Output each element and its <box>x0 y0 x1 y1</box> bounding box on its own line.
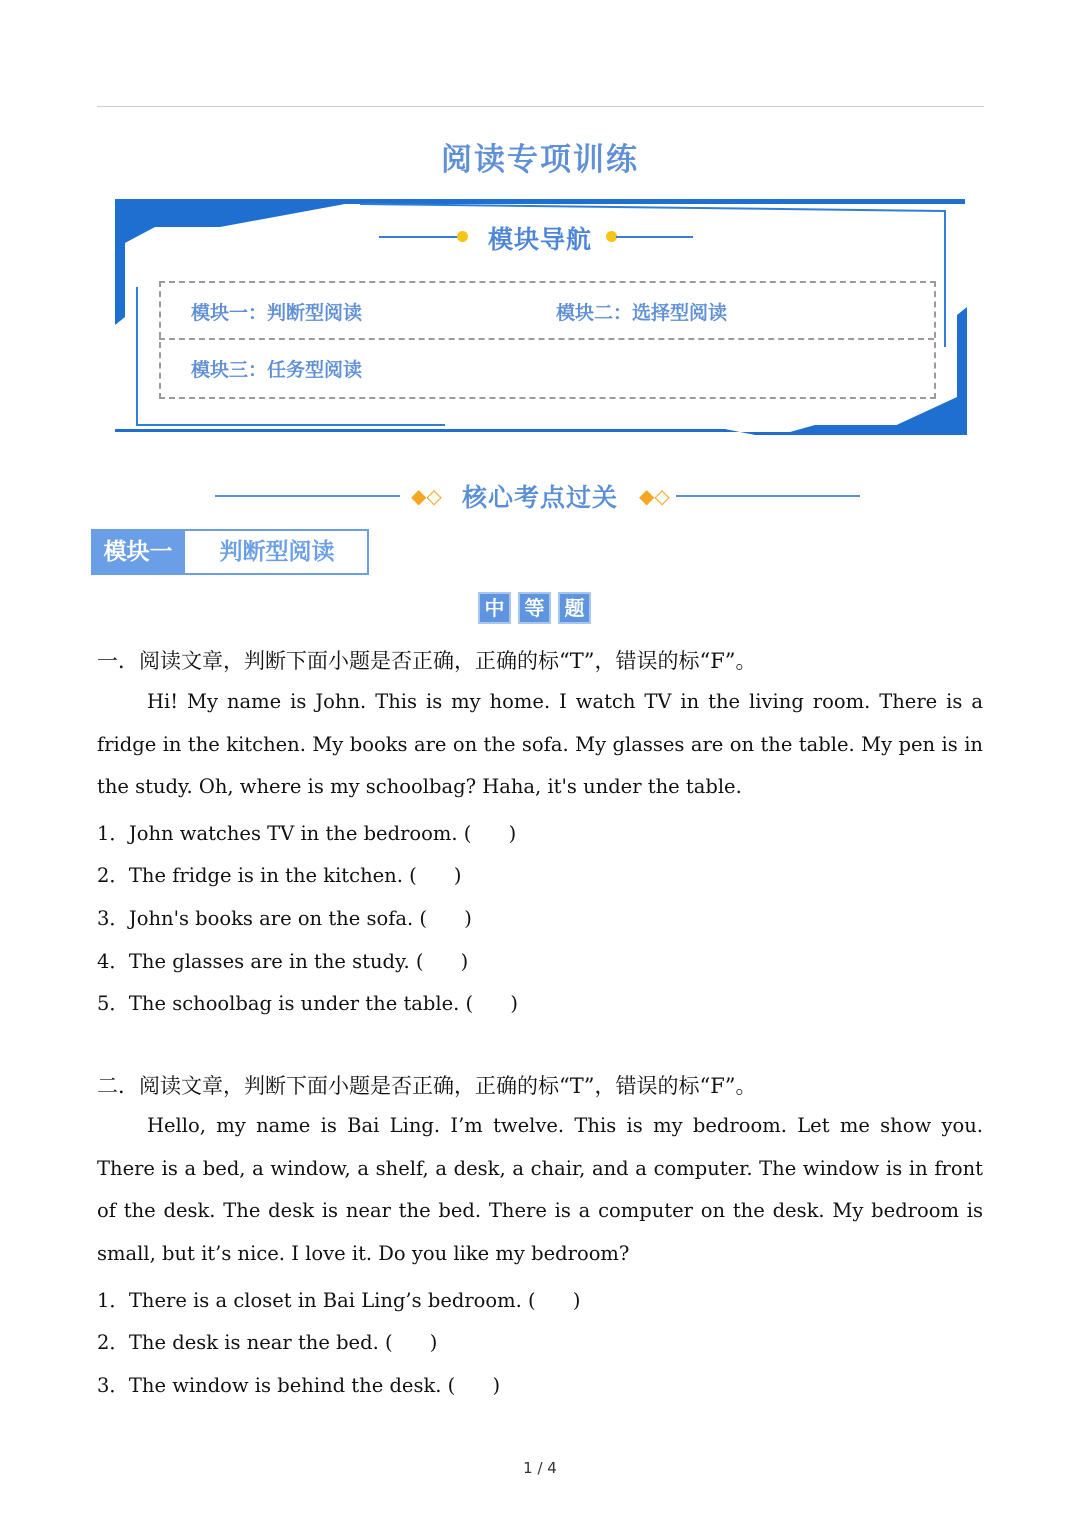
top-rule <box>97 106 984 107</box>
difficulty-badge-2: 等 <box>518 592 551 624</box>
section-1-item-5: 5．The schoolbag is under the table. ( ) <box>97 992 518 1015</box>
core-diamond-right-icon: ◆◇ <box>639 484 670 508</box>
section-2-item-2: 2．The desk is near the bed. ( ) <box>97 1331 438 1354</box>
section-1-item-2: 2．The fridge is in the kitchen. ( ) <box>97 864 462 887</box>
document-title: 阅读专项训练 <box>441 142 639 178</box>
page-number: 1 / 4 <box>523 1459 557 1477</box>
nav-title: 模块导航 <box>487 225 592 254</box>
nav-title-line-right <box>616 236 693 238</box>
section-2-item-1: 1．There is a closet in Bai Ling’s bedroom. ( ) <box>97 1289 581 1312</box>
module-tab-name: 判断型阅读 <box>219 538 335 565</box>
difficulty-badge-3: 题 <box>558 592 591 624</box>
core-diamond-left-icon: ◆◇ <box>411 484 442 508</box>
section-2-passage-text: Hello, my name is Bai Ling. I’m twelve. This is my bedroom. Let me show you. There is a bed, a window, a shelf, a desk, a chair, and a computer. The window is in front of the desk. The desk is near the bed. There is a computer on the desk. My bedroom is small, but it’s nice. I love it. Do you like my bedroom? <box>97 1114 983 1265</box>
section-1-passage <box>97 681 983 809</box>
section-1-item-3: 3．John's books are on the sofa. ( ) <box>97 907 472 930</box>
nav-table-separator <box>159 338 934 340</box>
nav-module-1[interactable]: 模块一：判断型阅读 <box>191 302 363 324</box>
section-1-heading: 一．阅读文章，判断下面小题是否正确，正确的标“T”，错误的标“F”。 <box>97 649 757 673</box>
nav-module-2[interactable]: 模块二：选择型阅读 <box>556 302 728 324</box>
module-tab-number: 模块一 <box>91 529 185 575</box>
core-title: 核心考点过关 <box>461 483 618 512</box>
section-1-passage-text: Hi! My name is John. This is my home. I watch TV in the living room. There is a fridge in the kitchen. My books are on the sofa. My glasses are on the table. My pen is in the study. Oh, where is my schoolbag? Haha, it's under the table. <box>97 690 983 798</box>
section-1-item-4: 4．The glasses are in the study. ( ) <box>97 950 469 973</box>
section-2-heading: 二．阅读文章，判断下面小题是否正确，正确的标“T”，错误的标“F”。 <box>97 1074 757 1098</box>
nav-module-3[interactable]: 模块三：任务型阅读 <box>191 359 363 381</box>
difficulty-badge-1: 中 <box>478 592 511 624</box>
section-2-passage <box>97 1105 983 1275</box>
section-2-item-3: 3．The window is behind the desk. ( ) <box>97 1374 501 1397</box>
core-line-right <box>676 495 860 497</box>
section-1-item-1: 1．John watches TV in the bedroom. ( ) <box>97 822 517 845</box>
